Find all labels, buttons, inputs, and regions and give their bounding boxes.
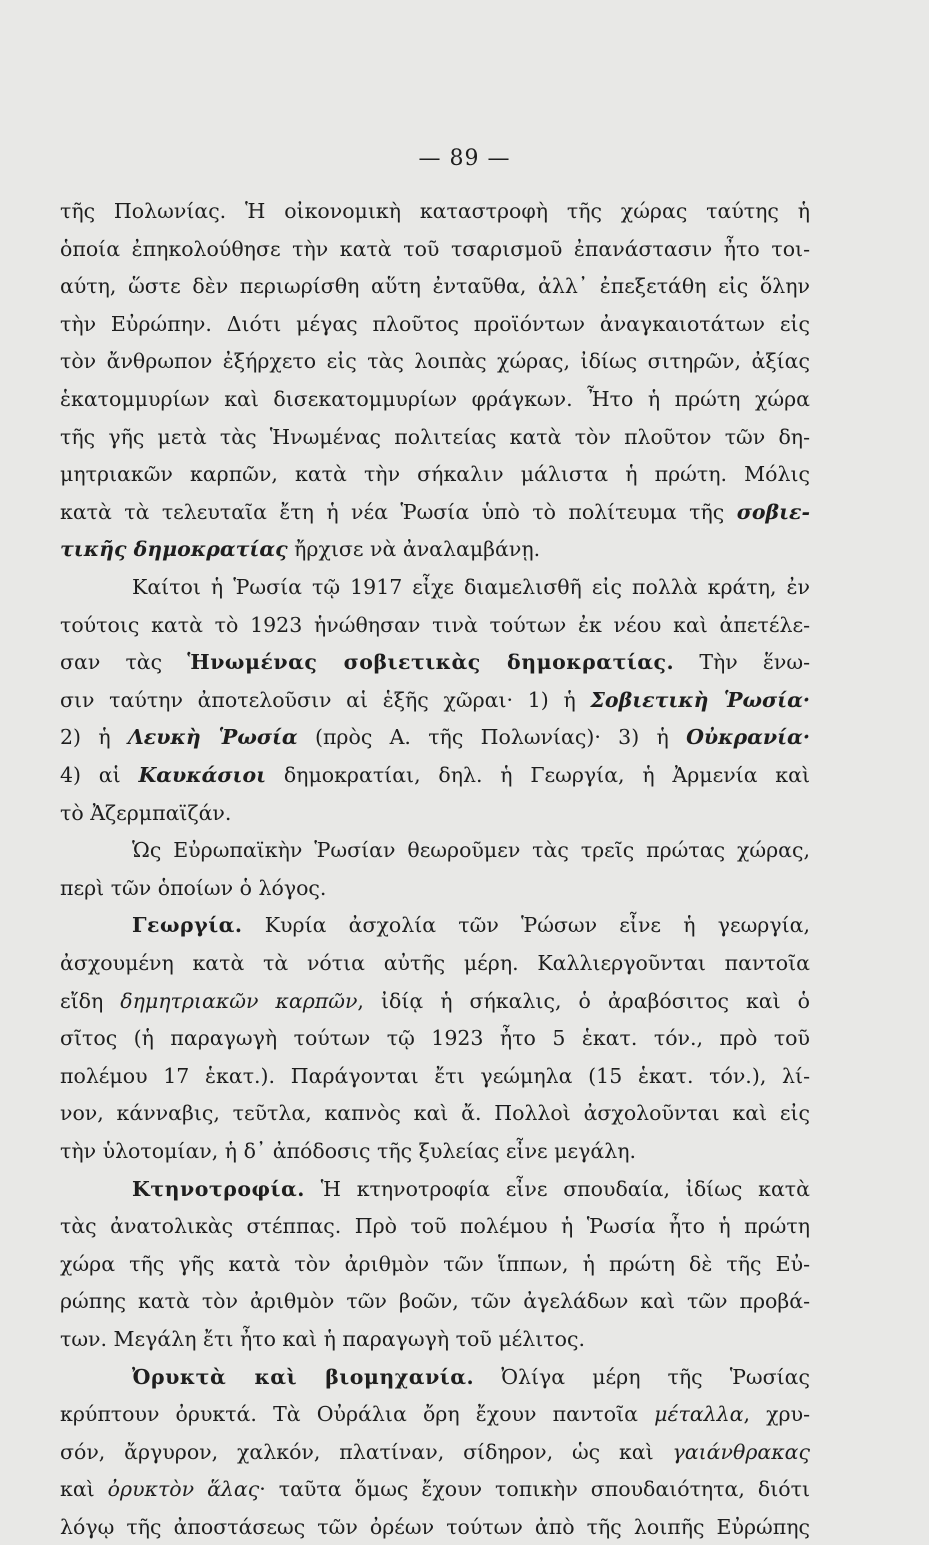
text-line	[60, 983, 810, 1019]
text-run: ἀσχουμένη κατὰ τὰ νότια αὐτῆς μέρη. Καλλιεργοῦνται παντοῖα	[60, 951, 810, 975]
text-run: χώρα τῆς γῆς κατὰ τὸν ἀριθμὸν τῶν ἵππων, ἡ πρώτη δὲ τῆς Εὐ-	[60, 1251, 810, 1276]
text-line	[60, 456, 810, 492]
text-run: σόν, ἄργυρον, χαλκόν, πλατίναν, σίδηρον, ὡς καὶ	[60, 1439, 673, 1464]
text-run: Ἡ κτηνοτροφία εἶνε σπουδαία, ἰδίως κατὰ	[304, 1176, 810, 1201]
text-run: πολέμου 17 ἑκατ.). Παράγονται ἔτι γεώμηλα (15 ἑκατ. τόν.), λί-	[60, 1063, 810, 1088]
text-run: κατὰ τὰ τελευταῖα ἔτη ἡ νέα Ῥωσία ὑπὸ τὸ πολίτευμα τῆς	[60, 499, 737, 524]
text-run: Κυρία ἀσχολία τῶν Ῥώσων εἶνε ἡ γεωργία,	[242, 913, 810, 938]
text-run: Ὀλίγα μέρη τῆς Ῥωσίας	[474, 1364, 810, 1389]
text-run: δημοκρατίαι, δηλ. ἡ Γεωργία, ἡ Ἀρμενία καὶ	[266, 763, 810, 787]
emphasis-text: ὀρυκτὸν ἅλας	[107, 1477, 260, 1502]
text-run: (πρὸς Α. τῆς Πολωνίας)· 3) ἡ	[297, 725, 687, 750]
text-run: ἤρχισε νὰ ἀναλαμβάνῃ.	[287, 537, 541, 562]
text-line	[60, 1208, 810, 1244]
text-run: περὶ τῶν ὁποίων ὁ λόγος.	[60, 875, 327, 900]
text-line	[60, 644, 810, 680]
text-line	[60, 306, 810, 342]
text-line	[60, 682, 810, 718]
text-run: Τὴν ἕνω-	[674, 650, 810, 675]
text-line	[60, 343, 810, 379]
text-run: τὴν Εὐρώπην. Διότι μέγας πλοῦτος προϊόντων ἀναγκαιοτάτων εἰς	[60, 311, 810, 336]
text-line	[60, 795, 810, 831]
text-line	[60, 832, 810, 868]
text-run: τὸν ἄνθρωπον ἐξήρχετο εἰς τὰς λοιπὰς χώρας, ἰδίως σιτηρῶν, ἀξίας	[60, 349, 810, 374]
text-line	[60, 494, 810, 530]
text-run: · ταῦτα ὅμως ἔχουν τοπικὴν σπουδαιότητα, διότι	[259, 1477, 810, 1502]
text-run: 2) ἡ	[60, 725, 128, 750]
emphasis-text: δημητριακῶν καρπῶν	[120, 988, 358, 1013]
text-run: ρώπης κατὰ τὸν ἀριθμὸν τῶν βοῶν, τῶν ἀγελάδων καὶ τῶν προβά-	[60, 1289, 810, 1314]
text-run: τὴν ὑλοτομίαν, ἡ δ᾽ ἀπόδοσις τῆς ξυλείας εἶνε μεγάλη.	[60, 1139, 637, 1163]
text-line	[60, 1095, 810, 1131]
text-run: σῖτος (ἡ παραγωγὴ τούτων τῷ 1923 ἦτο 5 ἑκατ. τόν., πρὸ τοῦ	[60, 1026, 810, 1051]
text-run: λόγῳ τῆς ἀποστάσεως τῶν ὀρέων τούτων ἀπὸ τῆς λοιπῆς Εὐρώπης	[60, 1515, 810, 1539]
emphasis-text: Ὀρυκτὰ καὶ βιομηχανία.	[132, 1364, 475, 1389]
text-line	[60, 1171, 810, 1207]
text-line	[60, 419, 810, 455]
text-run: ἑκατομμυρίων καὶ δισεκατομμυρίων φράγκων. Ἦτο ἡ πρώτη χώρα	[60, 387, 810, 411]
text-line	[60, 1321, 810, 1357]
text-run: , ἰδίᾳ ἡ σήκαλις, ὁ ἀραβόσιτος καὶ ὁ	[357, 988, 810, 1013]
emphasis-text: τικῆς δημοκρατίας	[60, 537, 288, 562]
text-line	[60, 531, 810, 567]
text-run: τῆς Πολωνίας. Ἡ οἰκονομικὴ καταστροφὴ τῆς χώρας ταύτης ἡ	[60, 199, 810, 223]
text-run: κρύπτουν ὀρυκτά. Τὰ Οὐράλια ὄρη ἔχουν παντοῖα	[60, 1402, 655, 1427]
text-run: Καίτοι ἡ Ῥωσία τῷ 1917 εἶχε διαμελισθῆ εἰς πολλὰ κράτη, ἐν	[132, 575, 810, 599]
text-line	[60, 1471, 810, 1507]
page-number: — 89 —	[418, 146, 511, 171]
text-run: μητριακῶν καρπῶν, κατὰ τὴν σήκαλιν μάλιστα ἡ πρώτη. Μόλις	[60, 462, 810, 487]
text-line	[60, 1396, 810, 1432]
text-line	[60, 231, 810, 267]
text-line	[60, 1283, 810, 1319]
emphasis-text: Γεωργία.	[132, 913, 243, 938]
text-line	[60, 1434, 810, 1470]
text-line	[60, 569, 810, 605]
text-run: ὁποία ἐπηκολούθησε τὴν κατὰ τοῦ τσαρισμοῦ ἐπανάστασιν ἦτο τοι-	[60, 236, 810, 261]
text-line	[60, 1133, 810, 1169]
text-line	[60, 381, 810, 417]
text-line	[60, 268, 810, 304]
text-run: τὰς ἀνατολικὰς στέππας. Πρὸ τοῦ πολέμου ἡ Ῥωσία ἦτο ἡ πρώτη	[60, 1214, 810, 1239]
text-run: τούτοις κατὰ τὸ 1923 ἡνώθησαν τινὰ τούτων ἐκ νέου καὶ ἀπετέλε-	[60, 612, 810, 637]
text-line	[60, 1359, 810, 1395]
text-line	[60, 757, 810, 793]
emphasis-text: Λευκὴ Ῥωσία	[127, 725, 298, 750]
emphasis-text: σοβιε-	[736, 499, 810, 524]
text-run: καὶ	[60, 1477, 108, 1502]
emphasis-text: Σοβιετικὴ Ῥωσία·	[590, 687, 810, 712]
text-run: εἴδη	[60, 988, 121, 1013]
text-line	[60, 719, 810, 755]
text-run: Ὡς Εὐρωπαϊκὴν Ῥωσίαν θεωροῦμεν τὰς τρεῖς πρώτας χώρας,	[132, 838, 810, 863]
emphasis-text: μέταλλα	[654, 1402, 744, 1427]
text-line	[60, 1020, 810, 1056]
text-line	[60, 193, 810, 229]
emphasis-text: Καυκάσιοι	[138, 763, 267, 787]
text-run: σαν τὰς	[60, 650, 188, 675]
text-run: τῆς γῆς μετὰ τὰς Ἡνωμένας πολιτείας κατὰ τὸν πλοῦτον τῶν δη-	[60, 424, 810, 449]
emphasis-text: Κτηνοτροφία.	[132, 1176, 305, 1201]
text-line	[60, 1058, 810, 1094]
text-run: αύτη, ὥστε δὲν περιωρίσθη αὕτη ἐνταῦθα, ἀλλ᾽ ἐπεξετάθη εἰς ὅλην	[60, 274, 810, 299]
text-line	[60, 907, 810, 943]
text-run: νον, κάνναβις, τεῦτλα, καπνὸς καὶ ἄ. Πολλοὶ ἀσχολοῦνται καὶ εἰς	[60, 1101, 810, 1126]
text-run: 4) αἱ	[60, 763, 139, 787]
text-run: , χρυ-	[743, 1402, 810, 1427]
emphasis-text: Οὐκρανία·	[686, 725, 810, 750]
emphasis-text: Ἡνωμένας σοβιετικὰς δημοκρατίας.	[187, 650, 675, 675]
text-line	[60, 945, 810, 981]
text-line	[60, 607, 810, 643]
text-line	[60, 1246, 810, 1282]
text-run: τὸ Ἀζερμπαϊζάν.	[60, 800, 232, 825]
text-line	[60, 870, 810, 906]
text-run: των. Μεγάλη ἔτι ἦτο καὶ ἡ παραγωγὴ τοῦ μέλιτος.	[60, 1327, 585, 1351]
text-line	[60, 1509, 810, 1545]
text-run: σιν ταύτην ἀποτελοῦσιν αἱ ἑξῆς χῶραι· 1) ἡ	[60, 687, 591, 712]
emphasis-text: γαιάνθρακας	[672, 1439, 810, 1464]
